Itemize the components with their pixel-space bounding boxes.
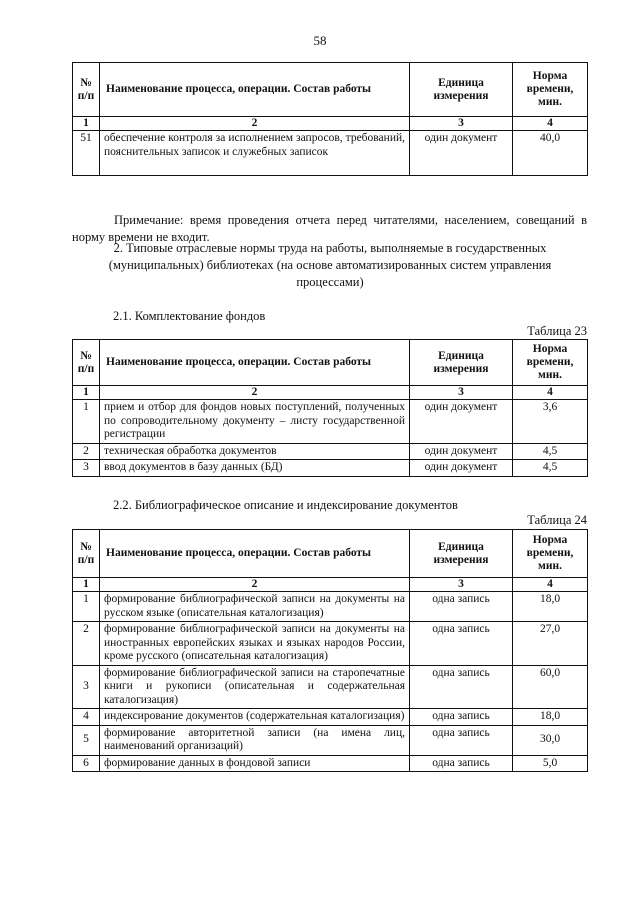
col-index: 3	[410, 578, 513, 592]
table-row	[73, 622, 588, 666]
header-unit: Единица измерения	[410, 530, 513, 578]
row-norm: 3,6	[513, 400, 588, 444]
col-index: 1	[73, 578, 100, 592]
table-23-label: Таблица 23	[527, 324, 587, 338]
row-norm: 4,5	[513, 460, 588, 477]
row-num: 3	[73, 665, 100, 709]
subsection-2-1-title: 2.1. Комплектование фондов	[113, 309, 266, 323]
table-24-label: Таблица 24	[527, 513, 587, 527]
row-unit: один документ	[410, 400, 513, 444]
row-unit: одна запись	[410, 622, 513, 666]
table-24	[72, 529, 588, 772]
row-norm: 40,0	[513, 131, 588, 176]
table-header-row	[73, 340, 588, 386]
row-num: 5	[73, 725, 100, 755]
row-norm: 27,0	[513, 622, 588, 666]
row-num: 1	[73, 592, 100, 622]
table-row	[73, 131, 588, 176]
row-num: 2	[73, 622, 100, 666]
table-row	[73, 592, 588, 622]
table-row	[73, 709, 588, 726]
col-index: 4	[513, 578, 588, 592]
row-unit: один документ	[410, 460, 513, 477]
col-index: 2	[100, 117, 410, 131]
row-name: формирование библиографической записи на документы на русском языке (описательная каталогизация)	[100, 592, 410, 622]
table-row	[73, 755, 588, 772]
col-index: 2	[100, 386, 410, 400]
header-num: № п/п	[73, 340, 100, 386]
row-unit: одна запись	[410, 725, 513, 755]
row-unit: одна запись	[410, 665, 513, 709]
row-num: 3	[73, 460, 100, 477]
subsection-2-2-title: 2.2. Библиографическое описание и индексирование документов	[113, 498, 458, 512]
note-paragraph: Примечание: время проведения отчета перед читателями, населением, совещаний в норму времени не входит.	[72, 213, 587, 244]
row-name: индексирование документов (содержательная каталогизация)	[100, 709, 410, 726]
header-norm: Норма времени, мин.	[513, 340, 588, 386]
table-row	[73, 460, 588, 477]
col-index: 1	[73, 386, 100, 400]
row-num: 2	[73, 443, 100, 460]
col-index: 3	[410, 117, 513, 131]
row-norm: 5,0	[513, 755, 588, 772]
section-2-title: 2. Типовые отраслевые нормы труда на работы, выполняемые в государственных (муниципальных) библиотеках (на основе автоматизированных систем управления процессами)	[108, 241, 552, 289]
row-num: 6	[73, 755, 100, 772]
row-name: прием и отбор для фондов новых поступлений, полученных по сопроводительному документу – листу государственной регистрации	[100, 400, 410, 444]
col-index: 4	[513, 117, 588, 131]
table-row	[73, 400, 588, 444]
row-name: формирование данных в фондовой записи	[100, 755, 410, 772]
table-header-row	[73, 530, 588, 578]
row-num: 1	[73, 400, 100, 444]
row-norm: 4,5	[513, 443, 588, 460]
row-name: формирование авторитетной записи (на имена лиц, наименований организаций)	[100, 725, 410, 755]
row-unit: одна запись	[410, 709, 513, 726]
row-norm: 30,0	[513, 725, 588, 755]
row-name: техническая обработка документов	[100, 443, 410, 460]
table-header-row	[73, 63, 588, 117]
row-norm: 18,0	[513, 709, 588, 726]
row-name: ввод документов в базу данных (БД)	[100, 460, 410, 477]
table-continuation	[72, 62, 588, 176]
row-norm: 18,0	[513, 592, 588, 622]
header-name: Наименование процесса, операции. Состав работы	[100, 340, 410, 386]
header-num: № п/п	[73, 530, 100, 578]
row-name: формирование библиографической записи на старопечатные книги и рукописи (описательная и содержательная каталогизация)	[100, 665, 410, 709]
column-index-row	[73, 386, 588, 400]
table-row	[73, 725, 588, 755]
header-unit: Единица измерения	[410, 63, 513, 117]
col-index: 3	[410, 386, 513, 400]
col-index: 4	[513, 386, 588, 400]
col-index: 1	[73, 117, 100, 131]
row-unit: одна запись	[410, 755, 513, 772]
row-norm: 60,0	[513, 665, 588, 709]
row-name: формирование библиографической записи на документы на иностранных европейских языках и языках народов России, кроме русского (описательная каталогизация)	[100, 622, 410, 666]
header-norm: Норма времени, мин.	[513, 530, 588, 578]
row-unit: один документ	[410, 131, 513, 176]
table-23	[72, 339, 588, 477]
col-index: 2	[100, 578, 410, 592]
header-unit: Единица измерения	[410, 340, 513, 386]
row-unit: одна запись	[410, 592, 513, 622]
row-num: 51	[73, 131, 100, 176]
row-name: обеспечение контроля за исполнением запросов, требований, пояснительных записок и служебных записок	[100, 131, 410, 176]
header-name: Наименование процесса, операции. Состав работы	[100, 530, 410, 578]
header-name: Наименование процесса, операции. Состав работы	[100, 63, 410, 117]
header-num: № п/п	[73, 63, 100, 117]
page-number: 58	[313, 33, 327, 48]
header-norm: Норма времени, мин.	[513, 63, 588, 117]
column-index-row	[73, 117, 588, 131]
row-num: 4	[73, 709, 100, 726]
column-index-row	[73, 578, 588, 592]
table-row	[73, 443, 588, 460]
table-row	[73, 665, 588, 709]
row-unit: один документ	[410, 443, 513, 460]
